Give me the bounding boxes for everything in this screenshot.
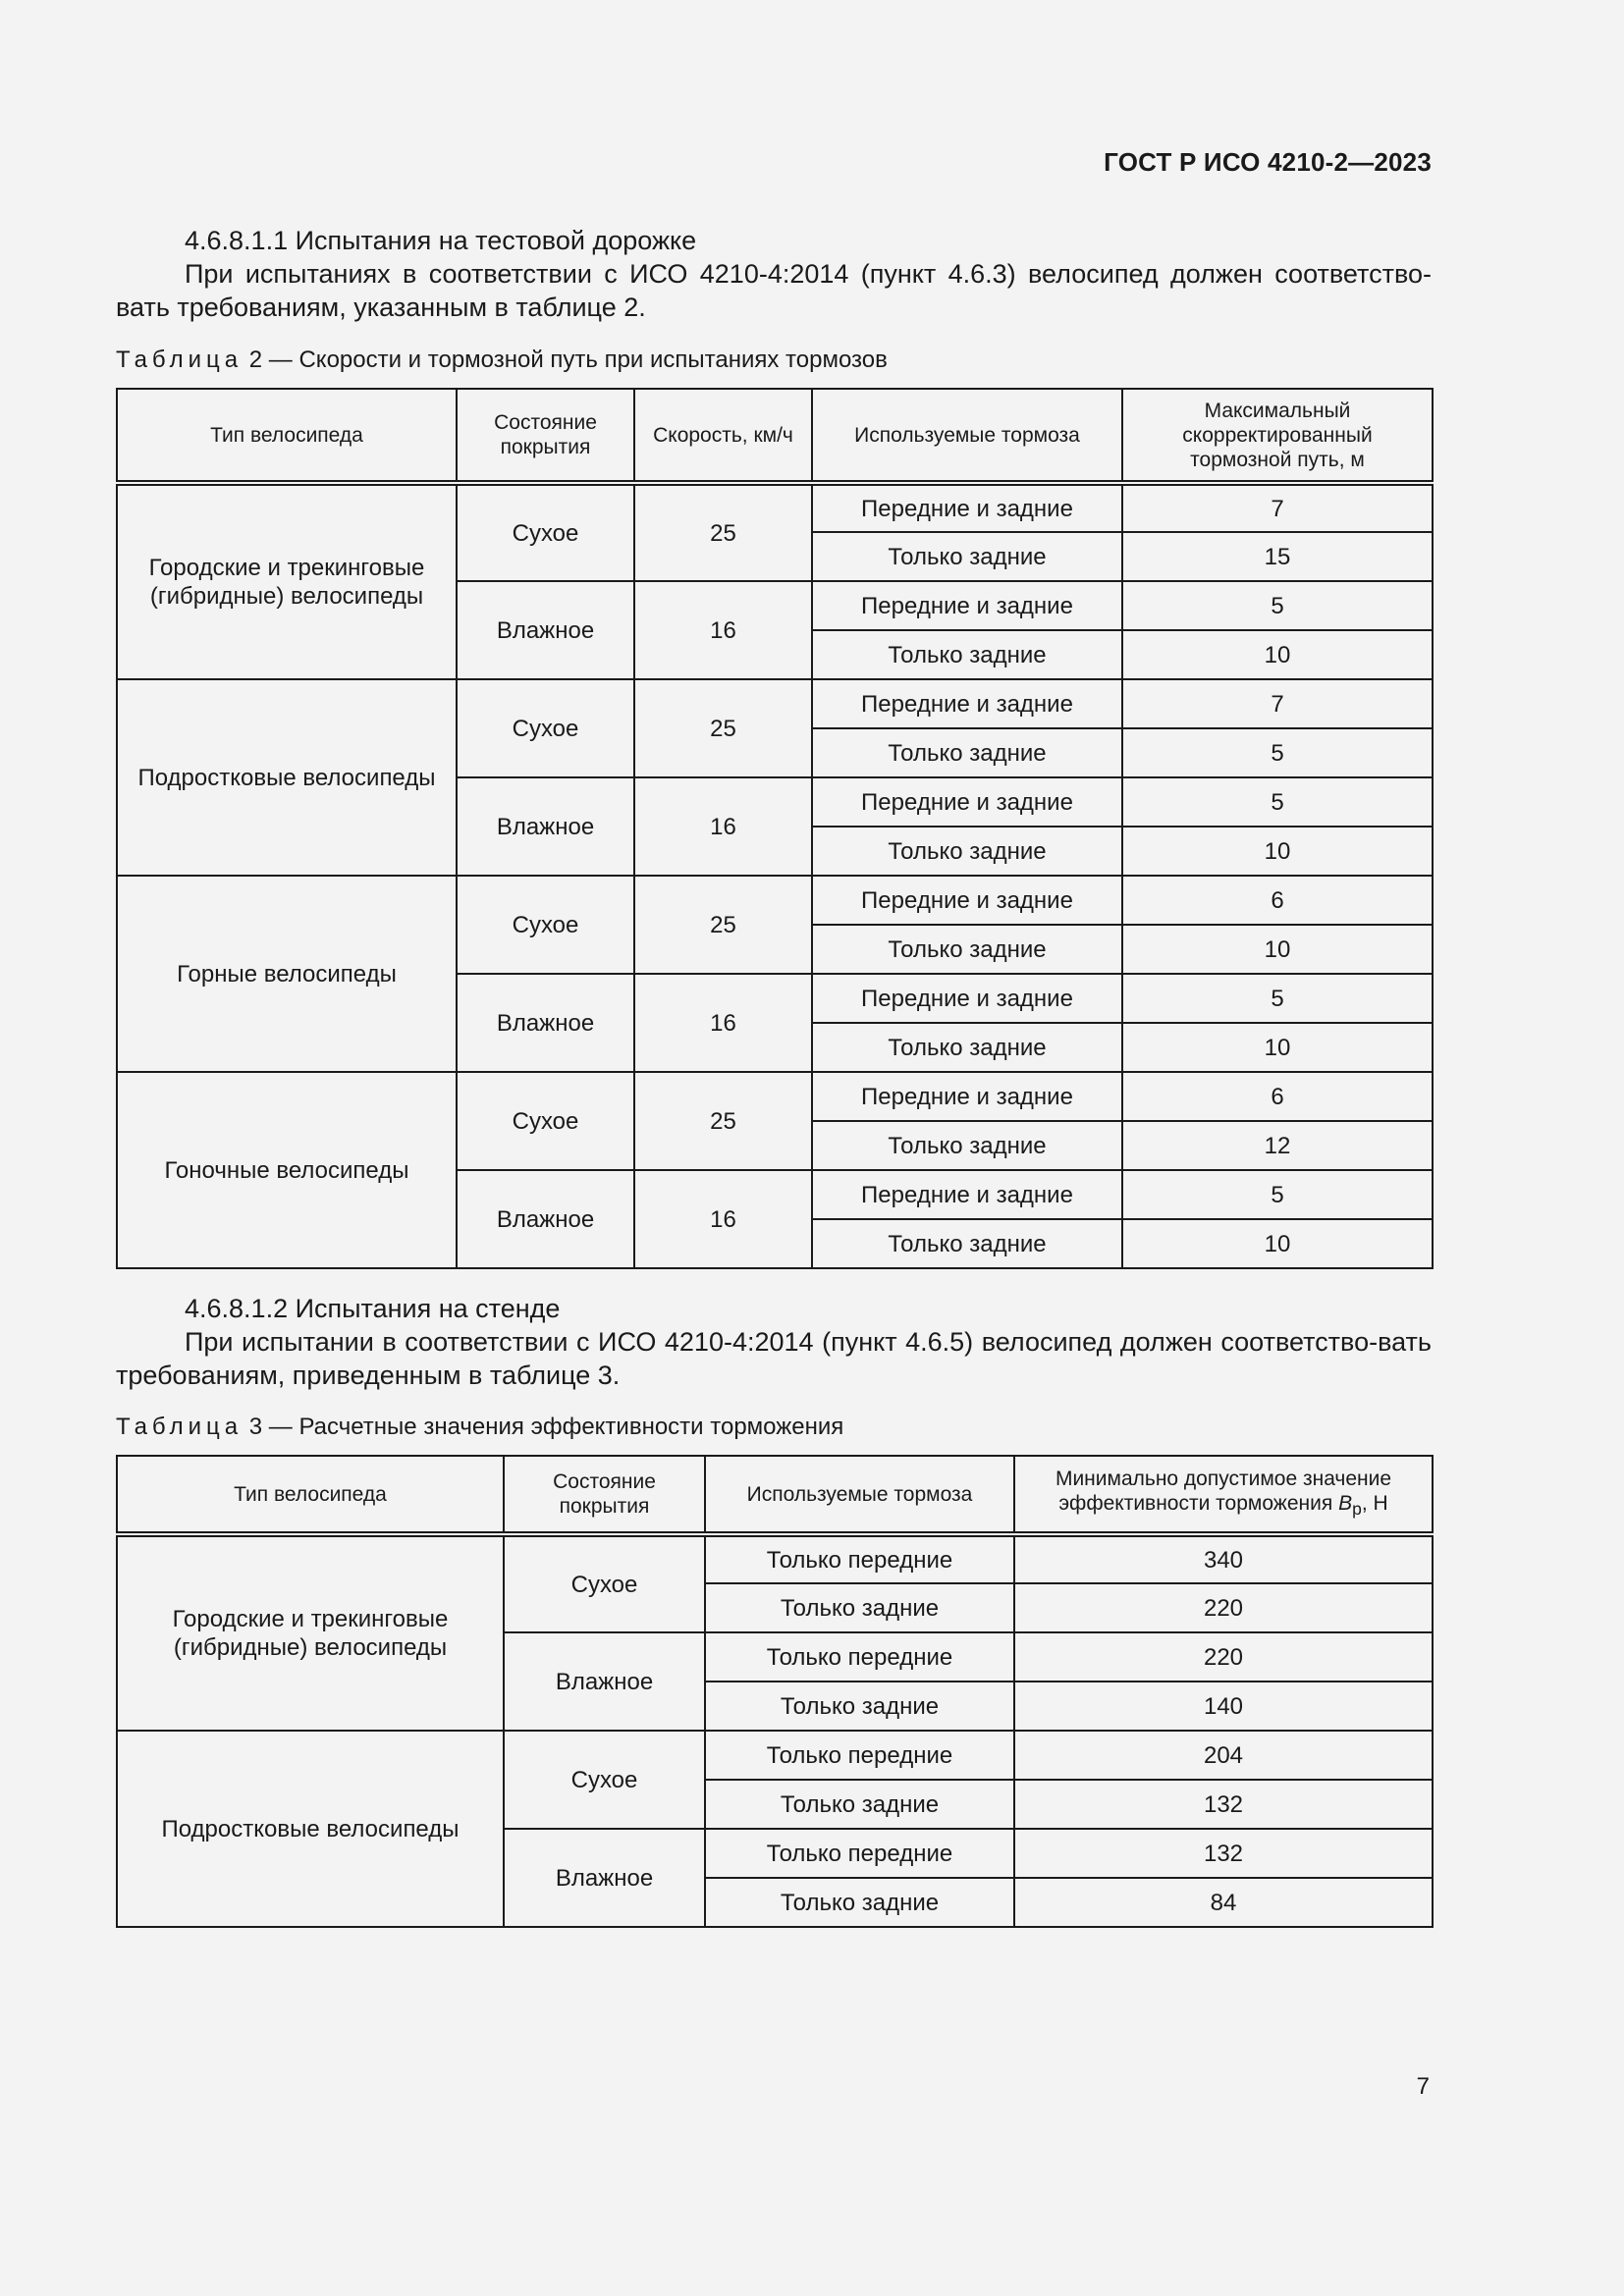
brakes-cell: Только задние — [705, 1583, 1014, 1632]
table2-caption-text: 2 — Скорости и тормозной путь при испытаниях тормозов — [248, 347, 888, 373]
speed-cell: 16 — [634, 777, 812, 876]
page-number: 7 — [1416, 2073, 1430, 2100]
table3-header-efficiency — [1014, 1456, 1433, 1534]
brakes-cell: Передние и задние — [812, 1072, 1122, 1121]
value-cell: 15 — [1122, 532, 1433, 581]
brakes-cell: Только задние — [812, 925, 1122, 974]
bicycle-type-cell: Гоночные велосипеды — [117, 1072, 457, 1268]
surface-condition-cell: Сухое — [457, 876, 634, 974]
table3-header-efficiency-symbol: B — [1338, 1491, 1353, 1515]
brakes-cell: Только задние — [812, 1023, 1122, 1072]
surface-condition-cell: Сухое — [457, 679, 634, 777]
value-cell: 140 — [1014, 1682, 1433, 1731]
section-text-4-6-8-1-1: При испытаниях в соответствии с ИСО 4210-4:2014 (пункт 4.6.3) велосипед должен соответство-вать требованиям, указанным в таблице 2. — [116, 259, 1432, 322]
table3-caption — [116, 1414, 843, 1441]
surface-condition-cell: Влажное — [504, 1829, 705, 1927]
speed-cell: 25 — [634, 483, 812, 581]
surface-condition-cell: Влажное — [457, 974, 634, 1072]
value-cell: 220 — [1014, 1632, 1433, 1682]
table2-header-condition: Состояние покрытия — [457, 389, 634, 483]
brakes-cell: Только задние — [705, 1682, 1014, 1731]
brakes-cell: Только задние — [812, 1219, 1122, 1268]
value-cell: 10 — [1122, 827, 1433, 876]
value-cell: 5 — [1122, 777, 1433, 827]
brakes-cell: Передние и задние — [812, 974, 1122, 1023]
value-cell: 132 — [1014, 1780, 1433, 1829]
table3-header-row — [117, 1456, 1433, 1534]
section-heading-4-6-8-1-2: 4.6.8.1.2 Испытания на стенде — [185, 1294, 561, 1323]
table3-header-efficiency-text: Минимально допустимое значение эффективности торможения — [1055, 1467, 1392, 1515]
bicycle-type-cell: Подростковые велосипеды — [117, 679, 457, 876]
table3-header-brakes: Используемые тормоза — [705, 1456, 1014, 1534]
value-cell: 220 — [1014, 1583, 1433, 1632]
bicycle-type-cell: Подростковые велосипеды — [117, 1731, 504, 1927]
brakes-cell: Передние и задние — [812, 679, 1122, 728]
value-cell: 10 — [1122, 1219, 1433, 1268]
brakes-cell: Только задние — [812, 1121, 1122, 1170]
table2-caption — [116, 347, 888, 374]
brakes-cell: Только передние — [705, 1829, 1014, 1878]
value-cell: 5 — [1122, 1170, 1433, 1219]
bicycle-type-cell: Городские и трекинговые (гибридные) велосипеды — [117, 1534, 504, 1731]
value-cell: 12 — [1122, 1121, 1433, 1170]
value-cell: 6 — [1122, 876, 1433, 925]
surface-condition-cell: Сухое — [504, 1731, 705, 1829]
value-cell: 10 — [1122, 1023, 1433, 1072]
table-row — [117, 1072, 1433, 1121]
speed-cell: 25 — [634, 1072, 812, 1170]
speed-cell: 25 — [634, 876, 812, 974]
brakes-cell: Только задние — [812, 532, 1122, 581]
value-cell: 7 — [1122, 679, 1433, 728]
value-cell: 340 — [1014, 1534, 1433, 1583]
brakes-cell: Только задние — [705, 1878, 1014, 1927]
surface-condition-cell: Сухое — [457, 483, 634, 581]
speed-cell: 25 — [634, 679, 812, 777]
table-3 — [116, 1455, 1434, 1928]
value-cell: 10 — [1122, 630, 1433, 679]
table3-header-condition: Состояние покрытия — [504, 1456, 705, 1534]
brakes-cell: Только задние — [812, 630, 1122, 679]
speed-cell: 16 — [634, 974, 812, 1072]
brakes-cell: Передние и задние — [812, 876, 1122, 925]
document-code: ГОСТ Р ИСО 4210-2—2023 — [1104, 147, 1432, 177]
value-cell: 204 — [1014, 1731, 1433, 1780]
table-row — [117, 1534, 1433, 1583]
brakes-cell: Только передние — [705, 1632, 1014, 1682]
surface-condition-cell: Влажное — [457, 777, 634, 876]
bicycle-type-cell: Горные велосипеды — [117, 876, 457, 1072]
brakes-cell: Передние и задние — [812, 581, 1122, 630]
table2-header-type: Тип велосипеда — [117, 389, 457, 483]
table3-caption-text: 3 — Расчетные значения эффективности торможения — [248, 1414, 844, 1440]
value-cell: 6 — [1122, 1072, 1433, 1121]
value-cell: 132 — [1014, 1829, 1433, 1878]
table2-header-distance: Максимальный скорректированный тормозной путь, м — [1122, 389, 1433, 483]
brakes-cell: Только передние — [705, 1731, 1014, 1780]
table-row — [117, 483, 1433, 532]
brakes-cell: Передние и задние — [812, 777, 1122, 827]
table-2 — [116, 388, 1434, 1269]
table-row — [117, 1731, 1433, 1780]
section-heading-4-6-8-1-1: 4.6.8.1.1 Испытания на тестовой дорожке — [185, 226, 697, 255]
value-cell: 5 — [1122, 581, 1433, 630]
table3-header-efficiency-subscript: p — [1352, 1499, 1362, 1520]
speed-cell: 16 — [634, 581, 812, 679]
table3-caption-word: Таблица — [116, 1414, 244, 1440]
value-cell: 10 — [1122, 925, 1433, 974]
surface-condition-cell: Влажное — [504, 1632, 705, 1731]
brakes-cell: Только задние — [705, 1780, 1014, 1829]
table2-header-brakes: Используемые тормоза — [812, 389, 1122, 483]
table-row — [117, 679, 1433, 728]
table3-header-efficiency-unit: , Н — [1361, 1491, 1388, 1515]
table2-caption-word: Таблица — [116, 347, 244, 373]
table-row — [117, 876, 1433, 925]
value-cell: 84 — [1014, 1878, 1433, 1927]
value-cell: 5 — [1122, 728, 1433, 777]
surface-condition-cell: Сухое — [457, 1072, 634, 1170]
table3-header-type: Тип велосипеда — [117, 1456, 504, 1534]
section-text-4-6-8-1-2: При испытании в соответствии с ИСО 4210-4:2014 (пункт 4.6.5) велосипед должен соответство-вать требованиям, приведенным в таблице 3. — [116, 1327, 1432, 1390]
table2-header-speed: Скорость, км/ч — [634, 389, 812, 483]
brakes-cell: Передние и задние — [812, 1170, 1122, 1219]
surface-condition-cell: Влажное — [457, 1170, 634, 1268]
surface-condition-cell: Сухое — [504, 1534, 705, 1632]
brakes-cell: Только задние — [812, 827, 1122, 876]
brakes-cell: Передние и задние — [812, 483, 1122, 532]
brakes-cell: Только задние — [812, 728, 1122, 777]
speed-cell: 16 — [634, 1170, 812, 1268]
brakes-cell: Только передние — [705, 1534, 1014, 1583]
value-cell: 5 — [1122, 974, 1433, 1023]
value-cell: 7 — [1122, 483, 1433, 532]
surface-condition-cell: Влажное — [457, 581, 634, 679]
bicycle-type-cell: Городские и трекинговые (гибридные) велосипеды — [117, 483, 457, 679]
table2-header-row — [117, 389, 1433, 483]
